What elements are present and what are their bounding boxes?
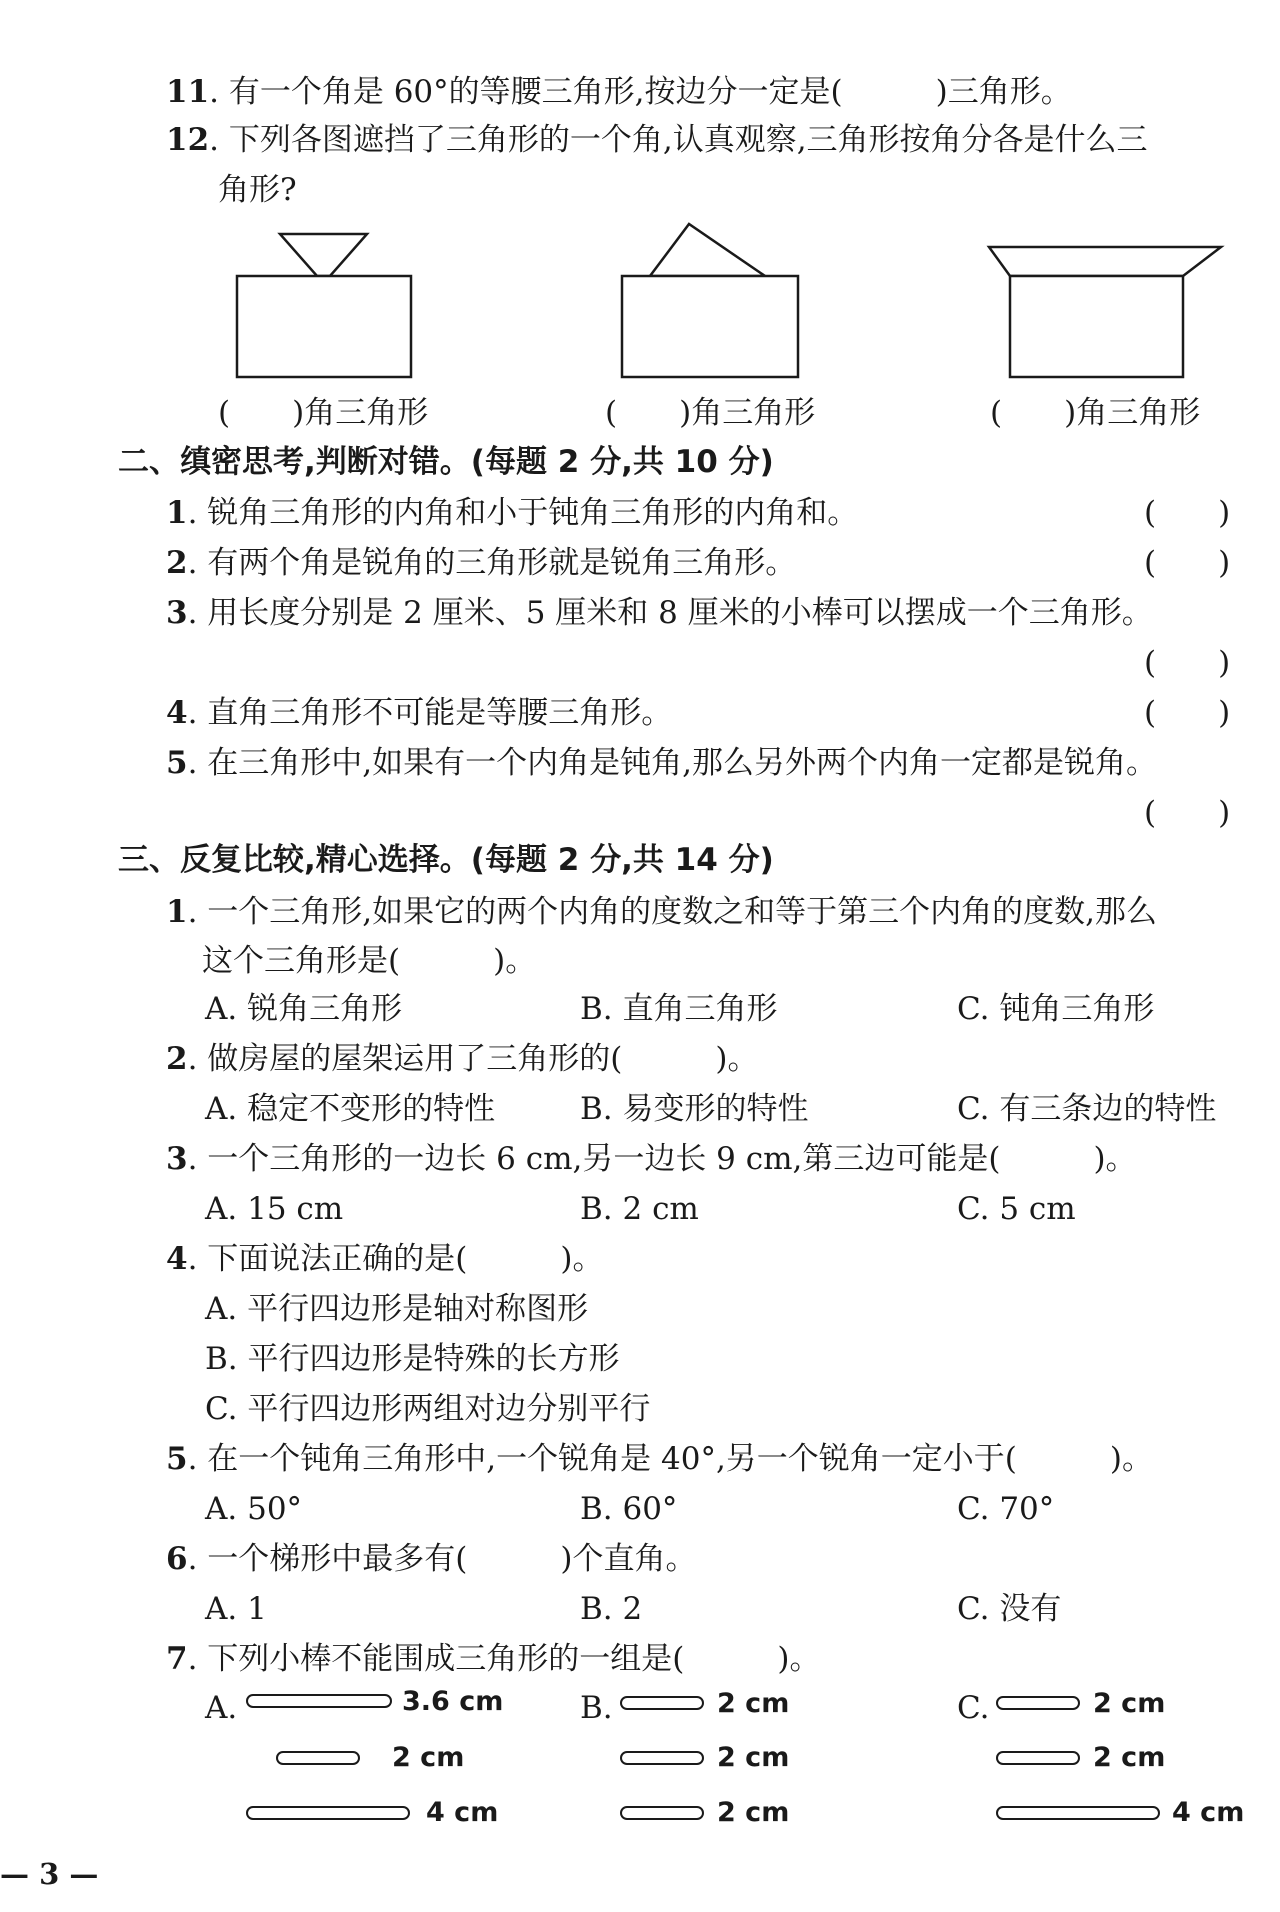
stick-b-1 <box>620 1696 704 1710</box>
question-number: 4 <box>166 695 188 731</box>
answer-blank-3[interactable]: ( )角三角形 <box>990 395 1201 431</box>
choice-question-5 <box>166 1439 1153 1479</box>
stick-label: 2 cm <box>392 1742 465 1773</box>
stick-c-1 <box>996 1696 1080 1710</box>
judge-item-5 <box>166 743 1157 783</box>
question-text: . 在三角形中,如果有一个内角是钝角,那么另外两个内角一定都是锐角。 <box>187 745 1157 781</box>
stick-label: 4 cm <box>1172 1797 1245 1828</box>
option-b[interactable]: B. <box>580 1690 613 1726</box>
stick-label: 2 cm <box>1093 1742 1166 1773</box>
option-c[interactable]: C. 70° <box>957 1491 1055 1527</box>
stick-c-2 <box>996 1751 1080 1765</box>
option-c[interactable]: C. 有三条边的特性 <box>957 1091 1217 1127</box>
question-text: . 直角三角形不可能是等腰三角形。 <box>187 695 673 731</box>
answer-parentheses-4[interactable]: ( ) <box>1144 695 1231 731</box>
stick-label: 2 cm <box>717 1742 790 1773</box>
page-number: — 3 — <box>0 1857 99 1891</box>
question-number: 5 <box>166 745 188 781</box>
option-a[interactable]: A. <box>205 1690 238 1726</box>
triangle-peek-shape <box>650 224 765 276</box>
option-a[interactable]: A. 15 cm <box>205 1191 344 1227</box>
question-text: . 做房屋的屋架运用了三角形的( )。 <box>187 1041 759 1077</box>
option-a[interactable]: A. 锐角三角形 <box>205 991 403 1027</box>
question-text: . 有一个角是 60°的等腰三角形,按边分一定是( )三角形。 <box>209 74 1072 110</box>
option-c[interactable]: C. 没有 <box>957 1591 1062 1627</box>
stick-label: 4 cm <box>426 1797 499 1828</box>
question-text: . 一个梯形中最多有( )个直角。 <box>187 1541 697 1577</box>
stick-a-2 <box>276 1751 360 1765</box>
stick-a-3 <box>246 1806 410 1820</box>
question-text: . 有两个角是锐角的三角形就是锐角三角形。 <box>187 545 797 581</box>
cover-rectangle <box>622 276 798 377</box>
question-12-text-cont: 角形? <box>218 172 297 208</box>
question-text: . 一个三角形,如果它的两个内角的度数之和等于第三个内角的度数,那么 <box>187 894 1157 930</box>
option-b[interactable]: B. 2 <box>580 1591 643 1627</box>
stick-label: 2 cm <box>717 1688 790 1719</box>
answer-parentheses-5[interactable]: ( ) <box>1144 795 1231 831</box>
question-number: 1 <box>166 894 188 930</box>
stick-label: 2 cm <box>717 1797 790 1828</box>
answer-parentheses-3[interactable]: ( ) <box>1144 645 1231 681</box>
option-b[interactable]: B. 60° <box>580 1491 678 1527</box>
question-number: 4 <box>166 1241 188 1277</box>
option-a[interactable]: A. 50° <box>205 1491 303 1527</box>
option-c[interactable]: C. 5 cm <box>957 1191 1076 1227</box>
question-text: . 用长度分别是 2 厘米、5 厘米和 8 厘米的小棒可以摆成一个三角形。 <box>187 595 1153 631</box>
judge-item-4 <box>166 693 672 733</box>
question-number: 3 <box>166 595 188 631</box>
answer-blank-2[interactable]: ( )角三角形 <box>605 395 816 431</box>
choice-question-1 <box>166 892 1157 932</box>
option-b[interactable]: B. 直角三角形 <box>580 991 778 1027</box>
stick-b-2 <box>620 1751 704 1765</box>
stick-b-3 <box>620 1806 704 1820</box>
option-a[interactable]: A. 稳定不变形的特性 <box>205 1091 496 1127</box>
option-b[interactable]: B. 2 cm <box>580 1191 699 1227</box>
cover-rectangle <box>1010 276 1183 377</box>
triangle-peek-shape <box>989 247 1221 276</box>
triangle-peek-shape <box>280 234 367 276</box>
question-text: . 下面说法正确的是( )。 <box>187 1241 604 1277</box>
question-number: 7 <box>166 1641 188 1677</box>
question-text: . 在一个钝角三角形中,一个锐角是 40°,另一个锐角一定小于( )。 <box>187 1441 1153 1477</box>
stick-label: 3.6 cm <box>402 1686 504 1717</box>
question-number: 6 <box>166 1541 188 1577</box>
option-b[interactable]: B. 平行四边形是特殊的长方形 <box>205 1341 620 1377</box>
question-number: 5 <box>166 1441 188 1477</box>
answer-parentheses-2[interactable]: ( ) <box>1144 545 1231 581</box>
answer-blank-1[interactable]: ( )角三角形 <box>218 395 429 431</box>
question-text: . 下列各图遮挡了三角形的一个角,认真观察,三角形按角分各是什么三 <box>209 122 1148 158</box>
judge-item-3 <box>166 593 1153 633</box>
option-a[interactable]: A. 平行四边形是轴对称图形 <box>205 1291 589 1327</box>
cover-rectangle <box>237 276 411 377</box>
figure-hidden-triangle-1 <box>225 224 425 384</box>
question-text: . 下列小棒不能围成三角形的一组是( )。 <box>187 1641 821 1677</box>
question-12 <box>166 120 1148 160</box>
option-c[interactable]: C. 钝角三角形 <box>957 991 1155 1027</box>
question-number: 1 <box>166 495 188 531</box>
judge-item-1 <box>166 493 858 533</box>
answer-parentheses-1[interactable]: ( ) <box>1144 495 1231 531</box>
stick-a-1 <box>246 1694 392 1708</box>
choice-question-4 <box>166 1239 603 1279</box>
option-b[interactable]: B. 易变形的特性 <box>580 1091 809 1127</box>
option-c[interactable]: C. 平行四边形两组对边分别平行 <box>205 1391 651 1427</box>
judge-item-2 <box>166 543 796 583</box>
choice-question-2 <box>166 1039 758 1079</box>
question-number: 12 <box>166 122 210 158</box>
section-title-judge: 二、缜密思考,判断对错。(每题 2 分,共 10 分) <box>118 444 774 480</box>
choice-question-7 <box>166 1639 820 1679</box>
option-c[interactable]: C. <box>957 1690 990 1726</box>
figure-hidden-triangle-3 <box>985 240 1225 385</box>
question-number: 2 <box>166 545 188 581</box>
stick-c-3 <box>996 1806 1160 1820</box>
question-number: 3 <box>166 1141 188 1177</box>
choice-question-6 <box>166 1539 696 1579</box>
question-text: . 锐角三角形的内角和小于钝角三角形的内角和。 <box>187 495 859 531</box>
section-title-choice: 三、反复比较,精心选择。(每题 2 分,共 14 分) <box>118 842 774 878</box>
choice-question-3 <box>166 1139 1137 1179</box>
question-number: 2 <box>166 1041 188 1077</box>
question-11 <box>166 72 1072 112</box>
question-text: . 一个三角形的一边长 6 cm,另一边长 9 cm,第三边可能是( )。 <box>187 1141 1137 1177</box>
figure-hidden-triangle-2 <box>610 220 810 385</box>
stick-label: 2 cm <box>1093 1688 1166 1719</box>
question-number: 11 <box>166 74 210 110</box>
choice-question-1-cont: 这个三角形是( )。 <box>202 943 537 979</box>
option-a[interactable]: A. 1 <box>205 1591 267 1627</box>
